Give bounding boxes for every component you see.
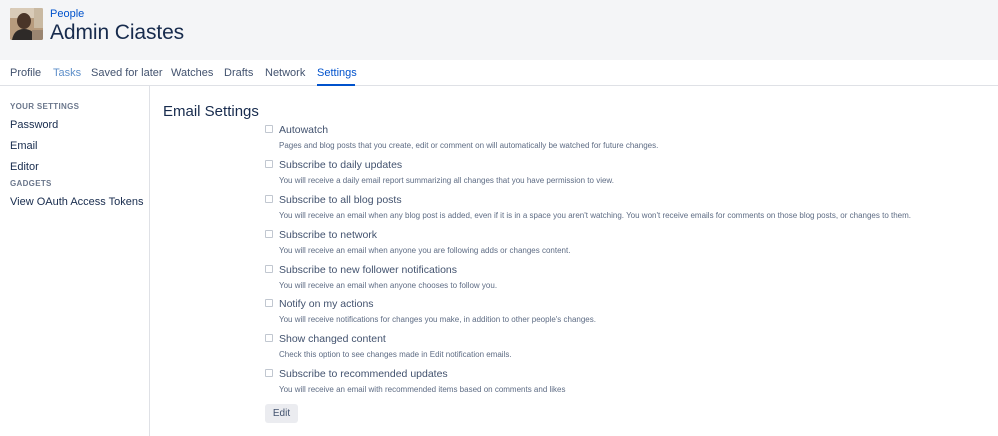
network-checkbox[interactable] (265, 230, 273, 238)
option-description: Pages and blog posts that you create, edit or comment on will automatically be watched for future changes. (279, 141, 659, 150)
autowatch-checkbox[interactable] (265, 125, 273, 133)
tab-drafts[interactable]: Drafts (224, 67, 254, 79)
option-label[interactable]: Notify on my actions (279, 298, 374, 310)
tab-settings[interactable]: Settings (317, 67, 357, 79)
option-label[interactable]: Subscribe to daily updates (279, 159, 403, 171)
option-label[interactable]: Subscribe to network (279, 229, 378, 241)
show-changed-content-checkbox[interactable] (265, 334, 273, 342)
settings-sidebar (0, 86, 150, 436)
avatar[interactable] (10, 8, 43, 40)
all-blog-posts-checkbox[interactable] (265, 195, 273, 203)
daily-updates-checkbox[interactable] (265, 160, 273, 168)
option-label[interactable]: Subscribe to recommended updates (279, 368, 448, 380)
sidebar-item-oauth-tokens[interactable]: View OAuth Access Tokens (10, 196, 144, 208)
option-description: You will receive an email with recommended items based on comments and likes (279, 385, 566, 394)
option-description: Check this option to see changes made in Edit notification emails. (279, 350, 512, 359)
sidebar-item-email[interactable]: Email (10, 140, 38, 152)
section-title: Email Settings (163, 103, 259, 120)
sidebar-item-editor[interactable]: Editor (10, 161, 39, 173)
tab-saved-for-later[interactable]: Saved for later (91, 67, 163, 79)
option-description: You will receive an email when anyone chooses to follow you. (279, 281, 498, 290)
option-description: You will receive notifications for changes you make, in addition to other people's changes. (279, 315, 596, 324)
option-description: You will receive a daily email report summarizing all changes that you have permission to view. (279, 176, 614, 185)
tab-tasks[interactable]: Tasks (53, 67, 82, 79)
new-follower-checkbox[interactable] (265, 265, 273, 273)
option-label[interactable]: Subscribe to new follower notifications (279, 264, 458, 276)
option-label[interactable]: Autowatch (279, 124, 329, 136)
tab-watches[interactable]: Watches (171, 67, 214, 79)
user-photo-icon (10, 8, 43, 40)
option-description: You will receive an email when any blog post is added, even if it is in a space you aren't watching. You won't receive emails for comments on those blog posts, or changes to them. (279, 211, 912, 220)
option-label[interactable]: Show changed content (279, 333, 386, 345)
email-settings-panel (150, 86, 998, 436)
profile-tabs (0, 60, 998, 86)
your-settings-heading: YOUR SETTINGS (10, 102, 80, 111)
sidebar-item-password[interactable]: Password (10, 119, 59, 131)
gadgets-heading: GADGETS (10, 179, 52, 188)
option-description: You will receive an email when anyone you are following adds or changes content. (279, 246, 571, 255)
page-header (0, 0, 998, 60)
notify-my-actions-checkbox[interactable] (265, 299, 273, 307)
option-label[interactable]: Subscribe to all blog posts (279, 194, 402, 206)
edit-button[interactable]: Edit (265, 404, 298, 423)
page-title: Admin Ciastes (50, 21, 185, 44)
tab-network[interactable]: Network (265, 67, 306, 79)
tab-profile[interactable]: Profile (10, 67, 42, 79)
breadcrumb-people[interactable]: People (50, 8, 85, 20)
recommended-updates-checkbox[interactable] (265, 369, 273, 377)
